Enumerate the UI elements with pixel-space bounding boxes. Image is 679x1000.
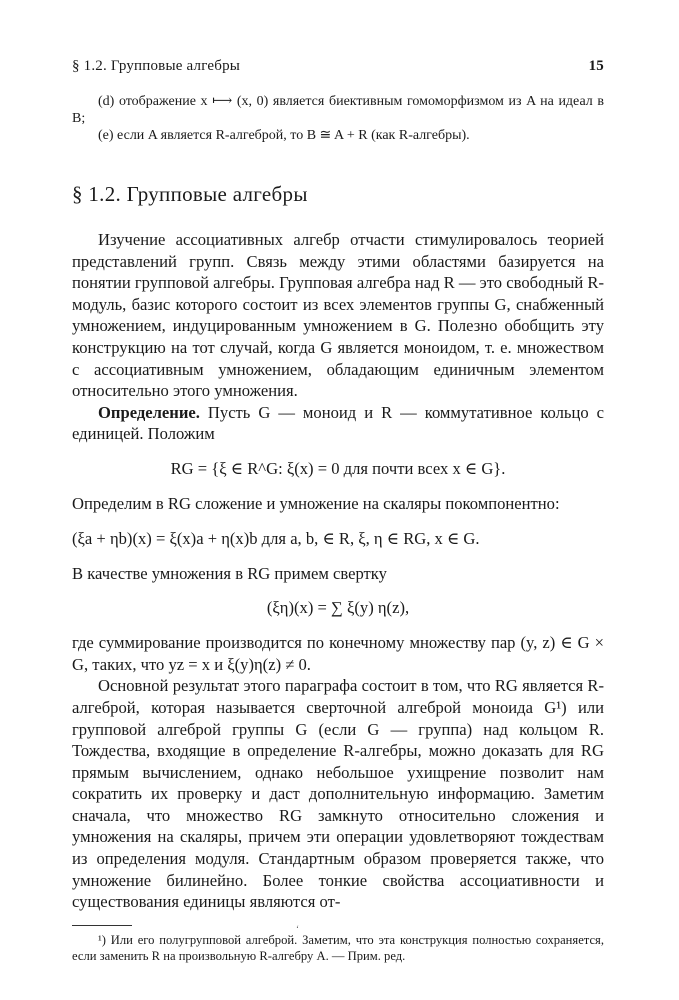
definition-label: Определение.	[98, 402, 200, 422]
page-number: 15	[588, 58, 604, 74]
intro-paragraph: Изучение ассоциативных алгебр отчасти стимулировалось теорией представлений групп. Связь между этими областями базируется на понятии групповой алгебры. Групповая алгебра над R — это свободный R-модуль, базис которого состоит из всех элементов группы G, снабженный умножением, индуцированным умножением в G. Полезно обобщить эту конструкцию на тот случай, когда G является моноидом, т. е. множеством с ассоциативным умножением, обладающим единичным элементом относительно этого умножения.	[72, 230, 604, 401]
list-item-e: (e) если A является R-алгеброй, то B ≅ A + R (как R-алгебры).	[98, 128, 470, 143]
footnote: ¹) Или его полугрупповой алгеброй. Заметим, что эта конструкция полностью сохраняется, если заменить R на произвольную R-алгебру A. — Прим. ред.	[72, 932, 604, 963]
header-title: § 1.2. Групповые алгебры	[72, 58, 241, 74]
definition-paragraph	[72, 402, 604, 445]
list-item-d: (d) отображение x ⟼ (x, 0) является биективным гомоморфизмом из A на идеал в B;	[72, 94, 604, 126]
formula-convolution: (ξη)(x) = ∑ ξ(y) η(z),	[266, 598, 410, 618]
definition-text: Пусть G — моноид и R — коммутативное кольцо с единицей. Положим	[72, 402, 604, 444]
formula-linear-operations: (ξa + ηb)(x) = ξ(x)a + η(x)b для a, b, ∈ R, ξ, η ∈ RG, x ∈ G.	[72, 528, 480, 548]
formula-group-algebra: RG = {ξ ∈ R^G: ξ(x) = 0 для почти всех x ∈ G}.	[170, 458, 506, 478]
footnote-divider	[72, 925, 132, 926]
page	[72, 58, 604, 964]
running-header	[72, 58, 604, 75]
condition-list	[72, 93, 604, 144]
section-title: § 1.2. Групповые алгебры	[72, 182, 308, 206]
summation-paragraph: где суммирование производится по конечному множеству пар (y, z) ∈ G × G, таких, что yz = x и ξ(y)η(z) ≠ 0.	[72, 633, 604, 674]
componentwise-paragraph: Определим в RG сложение и умножение на скаляры покомпонентно:	[72, 493, 560, 513]
convolution-intro: В качестве умножения в RG примем свертку	[72, 563, 387, 583]
main-result-paragraph: Основной результат этого параграфа состоит в том, что RG является R-алгеброй, которая называется сверточной алгеброй моноида G¹) или групповой алгеброй группы G (если G — группа) над кольцом R. Тождества, входящие в определение R-алгебры, можно доказать для RG прямым вычислением, однако небольшое ухищрение позволит нам сократить их проверку и даст дополнительную информацию. Заметим сначала, что множество RG замкнуто относительно сложения и умножения на скаляры, причем эти операции удовлетворяют тождествам из определения модуля. Стандартным образом проверяется также, что умножение билинейно. Более тонкие свойства ассоциативности и существования единицы являются от-	[72, 676, 604, 912]
stray-mark: ‘	[296, 924, 299, 934]
